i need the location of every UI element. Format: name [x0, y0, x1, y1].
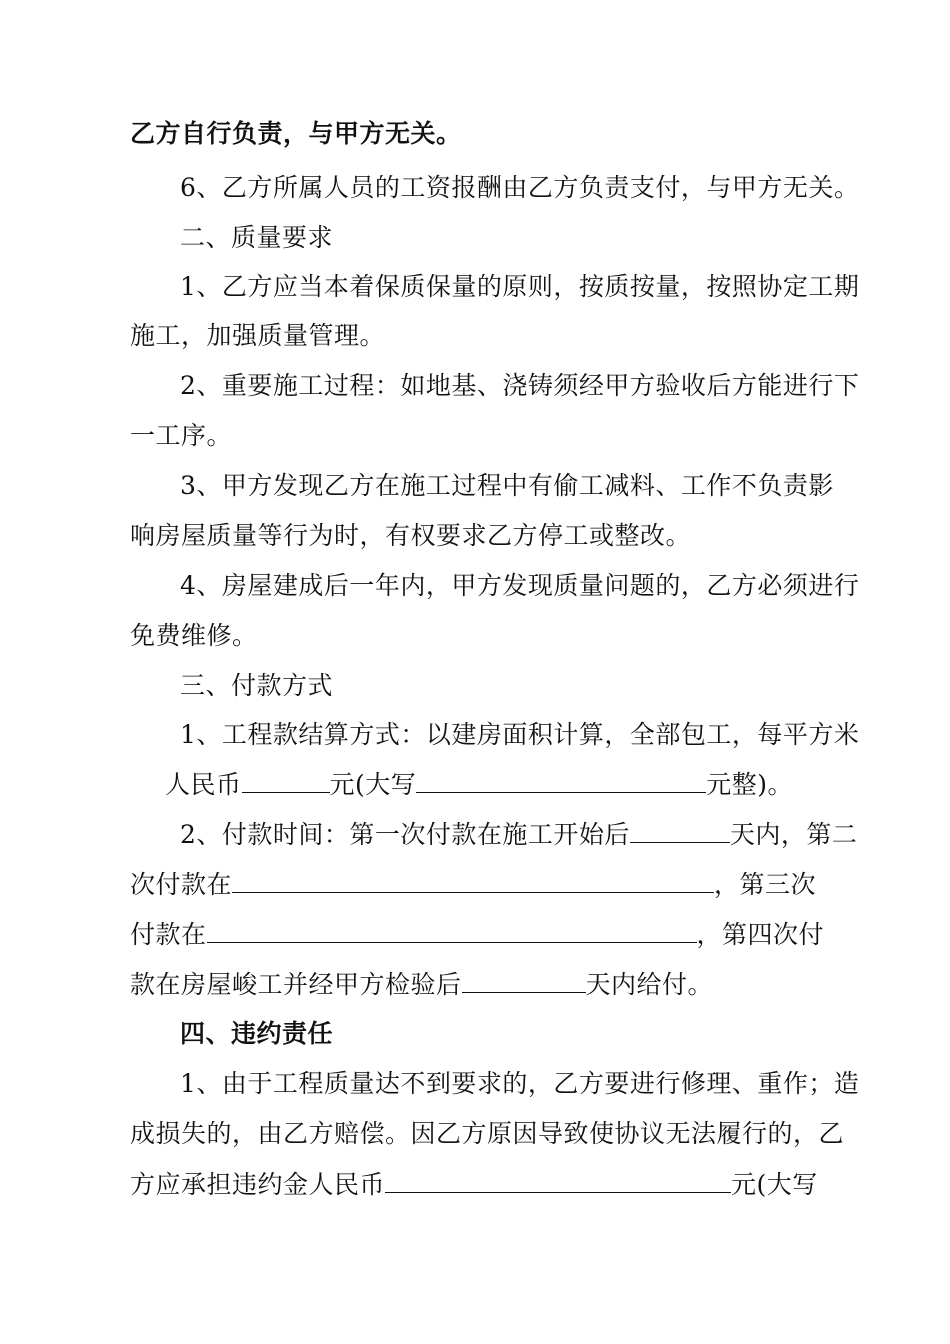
text-fragment: 次付款在	[130, 870, 233, 899]
paragraph-line: 免费维修。	[130, 621, 258, 650]
text-fragment: 2、付款时间：第一次付款在施工开始后	[180, 820, 630, 849]
paragraph-line: 1、工程款结算方式：以建房面积计算，全部包工，每平方米	[180, 720, 860, 749]
text-fragment: 人民币	[165, 770, 242, 799]
paragraph-line: 一工序。	[130, 421, 233, 450]
fill-blank[interactable]	[242, 768, 330, 793]
text-fragment: 元(大写	[329, 770, 417, 799]
paragraph-line	[180, 818, 857, 850]
text-fragment: 付款在	[130, 920, 207, 949]
section-heading: 二、质量要求	[180, 223, 334, 252]
paragraph-line	[130, 968, 713, 1000]
paragraph-line: 响房屋质量等行为时，有权要求乙方停工或整改。	[130, 521, 692, 550]
fill-blank[interactable]	[462, 968, 586, 993]
fill-blank[interactable]	[630, 818, 730, 843]
paragraph-line	[130, 868, 816, 900]
fill-blank[interactable]	[385, 1168, 731, 1193]
paragraph-line: 4、房屋建成后一年内，甲方发现质量问题的，乙方必须进行	[180, 571, 860, 600]
paragraph-line: 3、甲方发现乙方在施工过程中有偷工减料、工作不负责影	[180, 471, 834, 500]
text-fragment: 元整)。	[706, 770, 794, 799]
text-fragment: 元(大写	[731, 1170, 818, 1199]
paragraph-line	[165, 768, 793, 800]
fill-blank[interactable]	[232, 868, 714, 893]
fill-blank[interactable]	[416, 768, 706, 793]
paragraph-line	[130, 918, 824, 950]
paragraph-line: 成损失的，由乙方赔偿。因乙方原因导致使协议无法履行的，乙	[130, 1119, 845, 1148]
paragraph-line: 乙方自行负责，与甲方无关。	[130, 119, 462, 148]
paragraph-line: 施工，加强质量管理。	[130, 321, 386, 350]
paragraph-line: 2、重要施工过程：如地基、浇铸须经甲方验收后方能进行下	[180, 371, 860, 400]
paragraph-line: 6、乙方所属人员的工资报酬由乙方负责支付，与甲方无关。	[180, 173, 860, 202]
paragraph-line: 1、乙方应当本着保质保量的原则，按质按量，按照协定工期	[180, 272, 860, 301]
section-heading: 三、付款方式	[180, 671, 334, 700]
text-fragment: ，第三次	[714, 870, 817, 899]
text-fragment: 方应承担违约金人民币	[130, 1170, 386, 1199]
paragraph-line: 1、由于工程质量达不到要求的，乙方要进行修理、重作；造	[180, 1069, 860, 1098]
text-fragment: 款在房屋峻工并经甲方检验后	[130, 970, 462, 999]
paragraph-line	[130, 1168, 818, 1200]
text-fragment: 天内，第二	[729, 820, 858, 849]
text-fragment: ，第四次付	[696, 920, 825, 949]
fill-blank[interactable]	[207, 918, 697, 943]
text-fragment: 天内给付。	[585, 970, 714, 999]
section-heading: 四、违约责任	[180, 1019, 334, 1048]
